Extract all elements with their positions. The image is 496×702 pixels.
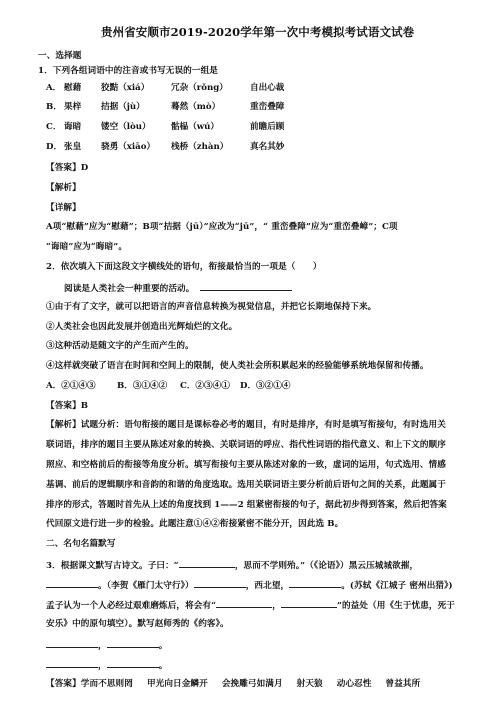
question-2-analysis-line: 【解析】试题分析：语句衔接的题目是课标卷必考的题目，有时是排序，有时是填写衔接句，有时选用关 — [46, 420, 446, 430]
q3-comma: ， — [98, 661, 107, 671]
q3-period: 。 — [158, 641, 168, 651]
question-2-analysis-line: 排序的形式，答题时首先从上述的角度找到 1——2 组紧密衔接的句子，据此初步得到答案，然后把答案 — [46, 500, 447, 510]
option-a-item: 狡黠（xiá） — [101, 83, 150, 93]
question-2-choice: C．②③④① — [180, 381, 230, 391]
question-2-sentence: ③这种活动是随文字的产生而产生的。 — [46, 341, 194, 351]
question-2-analysis-line: 代回原文进行进一步的检验。此题注意①④②衔接紧密不能分开，因此选 B。 — [46, 519, 344, 529]
fill-blank — [281, 599, 337, 608]
option-c-item: 前瞻后顾 — [250, 122, 285, 132]
q3-text: ，西北望， — [245, 581, 290, 591]
q3-text: ， — [272, 601, 281, 611]
question-3-line: 安乐》中的原句填空）。默写赵师秀的《约客》。 — [46, 619, 229, 629]
question-3-line — [46, 579, 453, 592]
question-2-answer: 【答案】B — [46, 401, 89, 411]
q3-text: ”的益处（用《生于忧患，死于 — [336, 601, 455, 611]
question-1-analysis-label: 【解析】 — [46, 183, 81, 193]
section-heading-choice: 一、选择题 — [38, 51, 82, 61]
q3-comma: ， — [98, 641, 107, 651]
question-2-choice: B．③①④② — [117, 381, 168, 391]
question-3-blank-row — [46, 639, 167, 652]
question-2-sentence: ②人类社会也因此发展并创造出光辉灿烂的文化。 — [46, 322, 238, 332]
option-b-item: 蓦然（mò） — [171, 102, 221, 112]
fill-blank — [46, 579, 98, 588]
fill-blank — [46, 659, 98, 668]
answer-item: 射天狼 — [296, 679, 323, 689]
option-c-item: 诲暗 — [64, 122, 82, 132]
question-3-line — [46, 559, 418, 572]
q3-text: ，思而不学则殆。”（《论语》）黑云压城城欲摧， — [234, 561, 419, 571]
question-1-stem: 1．下列各组词语中的注音或书写无误的一组是 — [38, 66, 218, 76]
question-2-sentence: ①由于有了文字，就可以把语言的声音信息转换为视觉信息，并把它长期地保持下来。 — [46, 302, 377, 312]
question-2-passage — [64, 282, 292, 295]
question-2-sentence: ④这样就突破了语言在时间和空间上的限制，使人类社会所积累起来的经验能够系统地保留和传播。 — [46, 361, 429, 371]
question-2-choice: D．③②①④ — [240, 381, 291, 391]
fill-blank — [107, 659, 159, 668]
question-3-answer — [46, 679, 420, 690]
fill-blank — [179, 559, 235, 568]
option-b-label: B． — [46, 102, 62, 112]
section-heading-recitation: 二、名句名篇默写 — [46, 539, 116, 549]
answer-item: 甲光向日金鳞开 — [146, 679, 208, 689]
option-d-item: 真名其妙 — [250, 142, 285, 152]
q3-period: 。 — [158, 661, 168, 671]
option-a-item: 慰藉 — [64, 83, 82, 93]
q3-text: 。(苏轼《江城子 密州出猎》) — [341, 581, 453, 591]
answer-item: 曾益其所 — [385, 679, 421, 689]
option-b-item: 重峦叠障 — [250, 102, 285, 112]
option-d-item: 栈桥（zhàn） — [171, 142, 229, 152]
option-c-item: 骷榀（wú） — [171, 122, 220, 132]
answer-item: 学而不思则罔 — [80, 679, 133, 689]
question-2-analysis-line: 联词语，排序的题目主要从陈述对象的转换、关联词语的呼应、指代性词语的指代意义、和上下文的顺序 — [46, 440, 446, 450]
question-1-answer: 【答案】D — [46, 163, 89, 173]
question-2-analysis-line: 基调、前后的逻辑顺序和音韵的和谐的角度选取。选用关联词语主要分析前后语句之间的关系，此题属于 — [46, 480, 446, 490]
fill-blank — [289, 579, 341, 588]
option-b-item: 果梓 — [64, 102, 82, 112]
option-d-item: 骁勇（xiāo） — [101, 142, 156, 152]
q3-text: 孟子认为一个人必经过艰难磨炼后，将会有“ — [46, 601, 217, 611]
page-title: 贵州省安顺市2019-2020学年第一次中考模拟考试语文试卷 — [101, 25, 415, 39]
fill-blank — [194, 579, 246, 588]
option-d-label: D． — [46, 142, 63, 152]
fill-blank — [107, 639, 159, 648]
question-1-detail-line: “诲暗”应为“晦暗”。 — [46, 242, 128, 252]
answer-item: 会挽雕弓如满月 — [221, 679, 283, 689]
option-c-item: 镂空（lòu） — [101, 122, 151, 132]
question-2-stem: 2．依次填入下面这段文字横线处的语句，衔接最恰当的一项是（ ） — [46, 262, 322, 272]
question-3-line — [46, 599, 455, 612]
option-b-item: 拮据（jù） — [101, 102, 145, 112]
q3-text: 3．根据课文默写古诗文。子曰：“ — [46, 561, 179, 571]
fill-blank — [216, 599, 272, 608]
option-d-item: 张皇 — [64, 142, 82, 152]
question-3-blank-row — [46, 659, 167, 672]
fill-blank — [200, 282, 292, 291]
option-c-label: C． — [46, 122, 62, 132]
option-a-item: 自出心裁 — [250, 83, 285, 93]
question-2-choice: A．②①④③ — [46, 381, 96, 391]
q3-text: 。（李贺《雁门太守行》） — [98, 581, 194, 591]
answer-item: 动心忍性 — [336, 679, 372, 689]
question-2-analysis-line: 照应、和空格前后的衔接等角度分析。填写衔接句主要从陈述对象的一致，虚词的运用，句式选用、情感 — [46, 460, 446, 470]
option-a-item: 冗杂（rǒng） — [171, 83, 228, 93]
passage-text: 阅读是人类社会一种重要的活动。 — [64, 284, 195, 294]
option-a-label: A． — [46, 83, 62, 93]
question-1-detail-label: 【详解】 — [46, 203, 81, 213]
question-1-detail-line: A项“慰藉”应为“慰藉”；B项“拮据（jū）”应改为“jū”，“ 重峦叠障”应为“重峦叠嶂”；C项 — [46, 222, 398, 232]
fill-blank — [46, 639, 98, 648]
answer-label: 【答案】 — [46, 679, 81, 689]
